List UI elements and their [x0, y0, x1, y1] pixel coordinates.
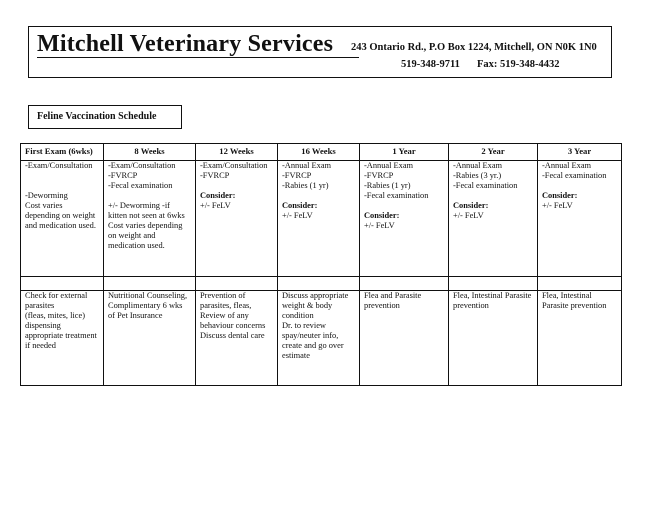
cell-line: condition	[282, 311, 314, 320]
cell-line: -Exam/Consultation	[108, 161, 176, 170]
cell-line: Parasite prevention	[542, 301, 607, 310]
cell-line: Discuss dental care	[200, 331, 265, 340]
cell-line: parasites, fleas,	[200, 301, 252, 310]
cell-line: behaviour concerns	[200, 321, 266, 330]
cell-line: -Annual Exam	[364, 161, 414, 170]
cell-line: on weight and	[108, 231, 156, 240]
cell-line: +/- Deworming -if	[108, 201, 170, 210]
cell-line: -Deworming	[25, 191, 68, 200]
column-header: 8 Weeks	[104, 144, 196, 161]
cell-line: -Annual Exam	[453, 161, 503, 170]
consider-label: Consider:	[200, 191, 236, 200]
cell-line: +/- FeLV	[200, 201, 231, 210]
spacer-row	[21, 277, 622, 291]
cell-line: if needed	[25, 341, 56, 350]
cell-line: and medication used.	[25, 221, 96, 230]
vaccination-cell	[104, 161, 196, 277]
letterhead-box	[28, 26, 612, 78]
care-cell	[196, 291, 278, 386]
care-cell	[104, 291, 196, 386]
cell-line: dispensing	[25, 321, 61, 330]
cell-line: estimate	[282, 351, 310, 360]
vaccination-cell	[21, 161, 104, 277]
cell-line: -Exam/Consultation	[200, 161, 268, 170]
cell-line: Discuss appropriate	[282, 291, 349, 300]
cell-line: Review of any	[200, 311, 249, 320]
cell-line: prevention	[453, 301, 489, 310]
cell-line: -FVRCP	[108, 171, 138, 180]
cell-line: -Fecal examination	[453, 181, 518, 190]
cell-line: +/- FeLV	[453, 211, 484, 220]
care-cell	[538, 291, 622, 386]
cell-line: spay/neuter info,	[282, 331, 339, 340]
cell-line: (fleas, mites, lice)	[25, 311, 85, 320]
care-cell	[360, 291, 449, 386]
cell-line: +/- FeLV	[364, 221, 395, 230]
vaccination-cell	[278, 161, 360, 277]
care-cell	[21, 291, 104, 386]
column-header: 1 Year	[360, 144, 449, 161]
vaccination-cell	[360, 161, 449, 277]
table-header-row	[21, 144, 622, 161]
cell-line: of Pet Insurance	[108, 311, 163, 320]
cell-line: Dr. to review	[282, 321, 326, 330]
vaccination-cell	[449, 161, 538, 277]
column-header: 12 Weeks	[196, 144, 278, 161]
cell-line: Cost varies depending	[108, 221, 183, 230]
column-header: First Exam (6wks)	[21, 144, 104, 161]
cell-line: -Rabies (3 yr.)	[453, 171, 502, 180]
cell-line: +/- FeLV	[282, 211, 313, 220]
cell-line: appropriate treatment	[25, 331, 97, 340]
consider-label: Consider:	[282, 201, 318, 210]
cell-line: -Fecal examination	[542, 171, 607, 180]
column-header: 3 Year	[538, 144, 622, 161]
care-row	[21, 291, 622, 386]
cell-line: -Fecal examination	[364, 191, 429, 200]
vaccination-row	[21, 161, 622, 277]
vaccination-schedule-table	[20, 143, 622, 386]
cell-line: Nutritional Counseling,	[108, 291, 188, 300]
cell-line: parasites	[25, 301, 55, 310]
cell-line: Complimentary 6 wks	[108, 301, 183, 310]
cell-line: Flea and Parasite	[364, 291, 422, 300]
schedule-title: Feline Vaccination Schedule	[28, 105, 182, 129]
cell-line: -FVRCP	[364, 171, 394, 180]
cell-line: Check for external	[25, 291, 88, 300]
cell-line: prevention	[364, 301, 400, 310]
cell-line: -Annual Exam	[282, 161, 332, 170]
cell-line: -FVRCP	[200, 171, 230, 180]
clinic-fax: Fax: 519-348-4432	[477, 59, 560, 70]
clinic-phone: 519-348-9711	[401, 59, 460, 70]
cell-line: Flea, Intestinal Parasite	[453, 291, 532, 300]
care-cell	[449, 291, 538, 386]
column-header: 2 Year	[449, 144, 538, 161]
cell-line: -Rabies (1 yr)	[282, 181, 329, 190]
column-header: 16 Weeks	[278, 144, 360, 161]
cell-line: medication used.	[108, 241, 165, 250]
cell-line: -Rabies (1 yr)	[364, 181, 411, 190]
consider-label: Consider:	[364, 211, 400, 220]
vaccination-cell	[196, 161, 278, 277]
care-cell	[278, 291, 360, 386]
cell-line: Cost varies	[25, 201, 63, 210]
vaccination-cell	[538, 161, 622, 277]
cell-line: create and go over	[282, 341, 344, 350]
clinic-address: 243 Ontario Rd., P.O Box 1224, Mitchell, ON N0K 1N0	[351, 42, 597, 53]
cell-line: Prevention of	[200, 291, 246, 300]
cell-line: -Exam/Consultation	[25, 161, 93, 170]
cell-line: -Annual Exam	[542, 161, 592, 170]
cell-line: Flea, Intestinal	[542, 291, 592, 300]
consider-label: Consider:	[542, 191, 578, 200]
cell-line: -FVRCP	[282, 171, 312, 180]
clinic-name: Mitchell Veterinary Services	[37, 31, 334, 57]
consider-label: Consider:	[453, 201, 489, 210]
cell-line: weight & body	[282, 301, 333, 310]
cell-line: +/- FeLV	[542, 201, 573, 210]
cell-line: kitten not seen at 6wks	[108, 211, 185, 220]
cell-line: depending on weight	[25, 211, 96, 220]
clinic-name-underline	[37, 57, 359, 58]
cell-line: -Fecal examination	[108, 181, 173, 190]
